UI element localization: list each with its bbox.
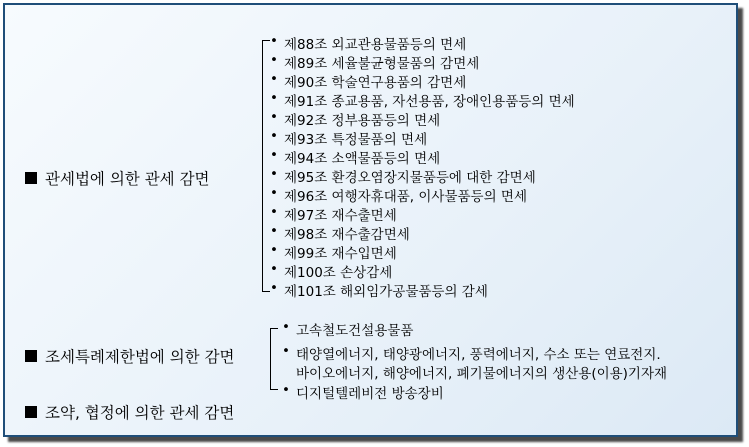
list-item: • 태양열에너지, 태양광에너지, 풍력에너지, 수소 또는 연료전지.: [282, 343, 661, 363]
list-item: • 제98조 재수출감면세: [270, 223, 410, 243]
square-bullet-icon: [25, 406, 37, 418]
heading-treaty-label: 조약, 협정에 의한 관세 감면: [45, 404, 235, 422]
list-item: • 고속철도건설용물품: [282, 319, 414, 339]
list-item: • 제97조 재수출면세: [270, 204, 397, 224]
list-item: • 제101조 해외임가공물품등의 감세: [270, 280, 488, 300]
square-bullet-icon: [25, 172, 37, 184]
bracket-tax-list: [270, 328, 278, 390]
list-item: • 디지털텔레비전 방송장비: [282, 382, 444, 402]
list-item-continuation: 바이오에너지, 해양에너지, 폐기물에너지의 생산용(이용)기자재: [296, 366, 668, 382]
list-item: • 제93조 특정물품의 면세: [270, 128, 428, 148]
list-item: • 제94조 소액물품등의 면세: [270, 147, 441, 167]
heading-treaty: [25, 401, 234, 423]
list-item: • 제90조 학술연구용품의 감면세: [270, 71, 467, 91]
list-item: • 제99조 재수입면세: [270, 242, 397, 262]
bracket-customs-list: [262, 40, 270, 292]
list-item: • 제100조 손상감세: [270, 261, 393, 281]
list-item: • 제96조 여행자휴대품, 이사물품등의 면세: [270, 185, 527, 205]
list-item: • 제91조 종교용품, 자선용품, 장애인용품등의 면세: [270, 90, 575, 110]
list-item: • 제89조 세율불균형물품의 감면세: [270, 52, 480, 72]
heading-tax-act-label: 조세특례제한법에 의한 감면: [45, 348, 235, 366]
heading-tax-act: [25, 345, 235, 367]
diagram-frame: [3, 3, 738, 437]
list-item: • 제95조 환경오염장지물품등에 대한 감면세: [270, 166, 536, 186]
heading-customs-act: [25, 167, 210, 189]
list-item: • 제88조 외교관용물품등의 면세: [270, 33, 467, 53]
heading-customs-act-label: 관세법에 의한 관세 감면: [45, 170, 210, 188]
square-bullet-icon: [25, 350, 37, 362]
list-item: • 제92조 정부용품등의 면세: [270, 109, 441, 129]
